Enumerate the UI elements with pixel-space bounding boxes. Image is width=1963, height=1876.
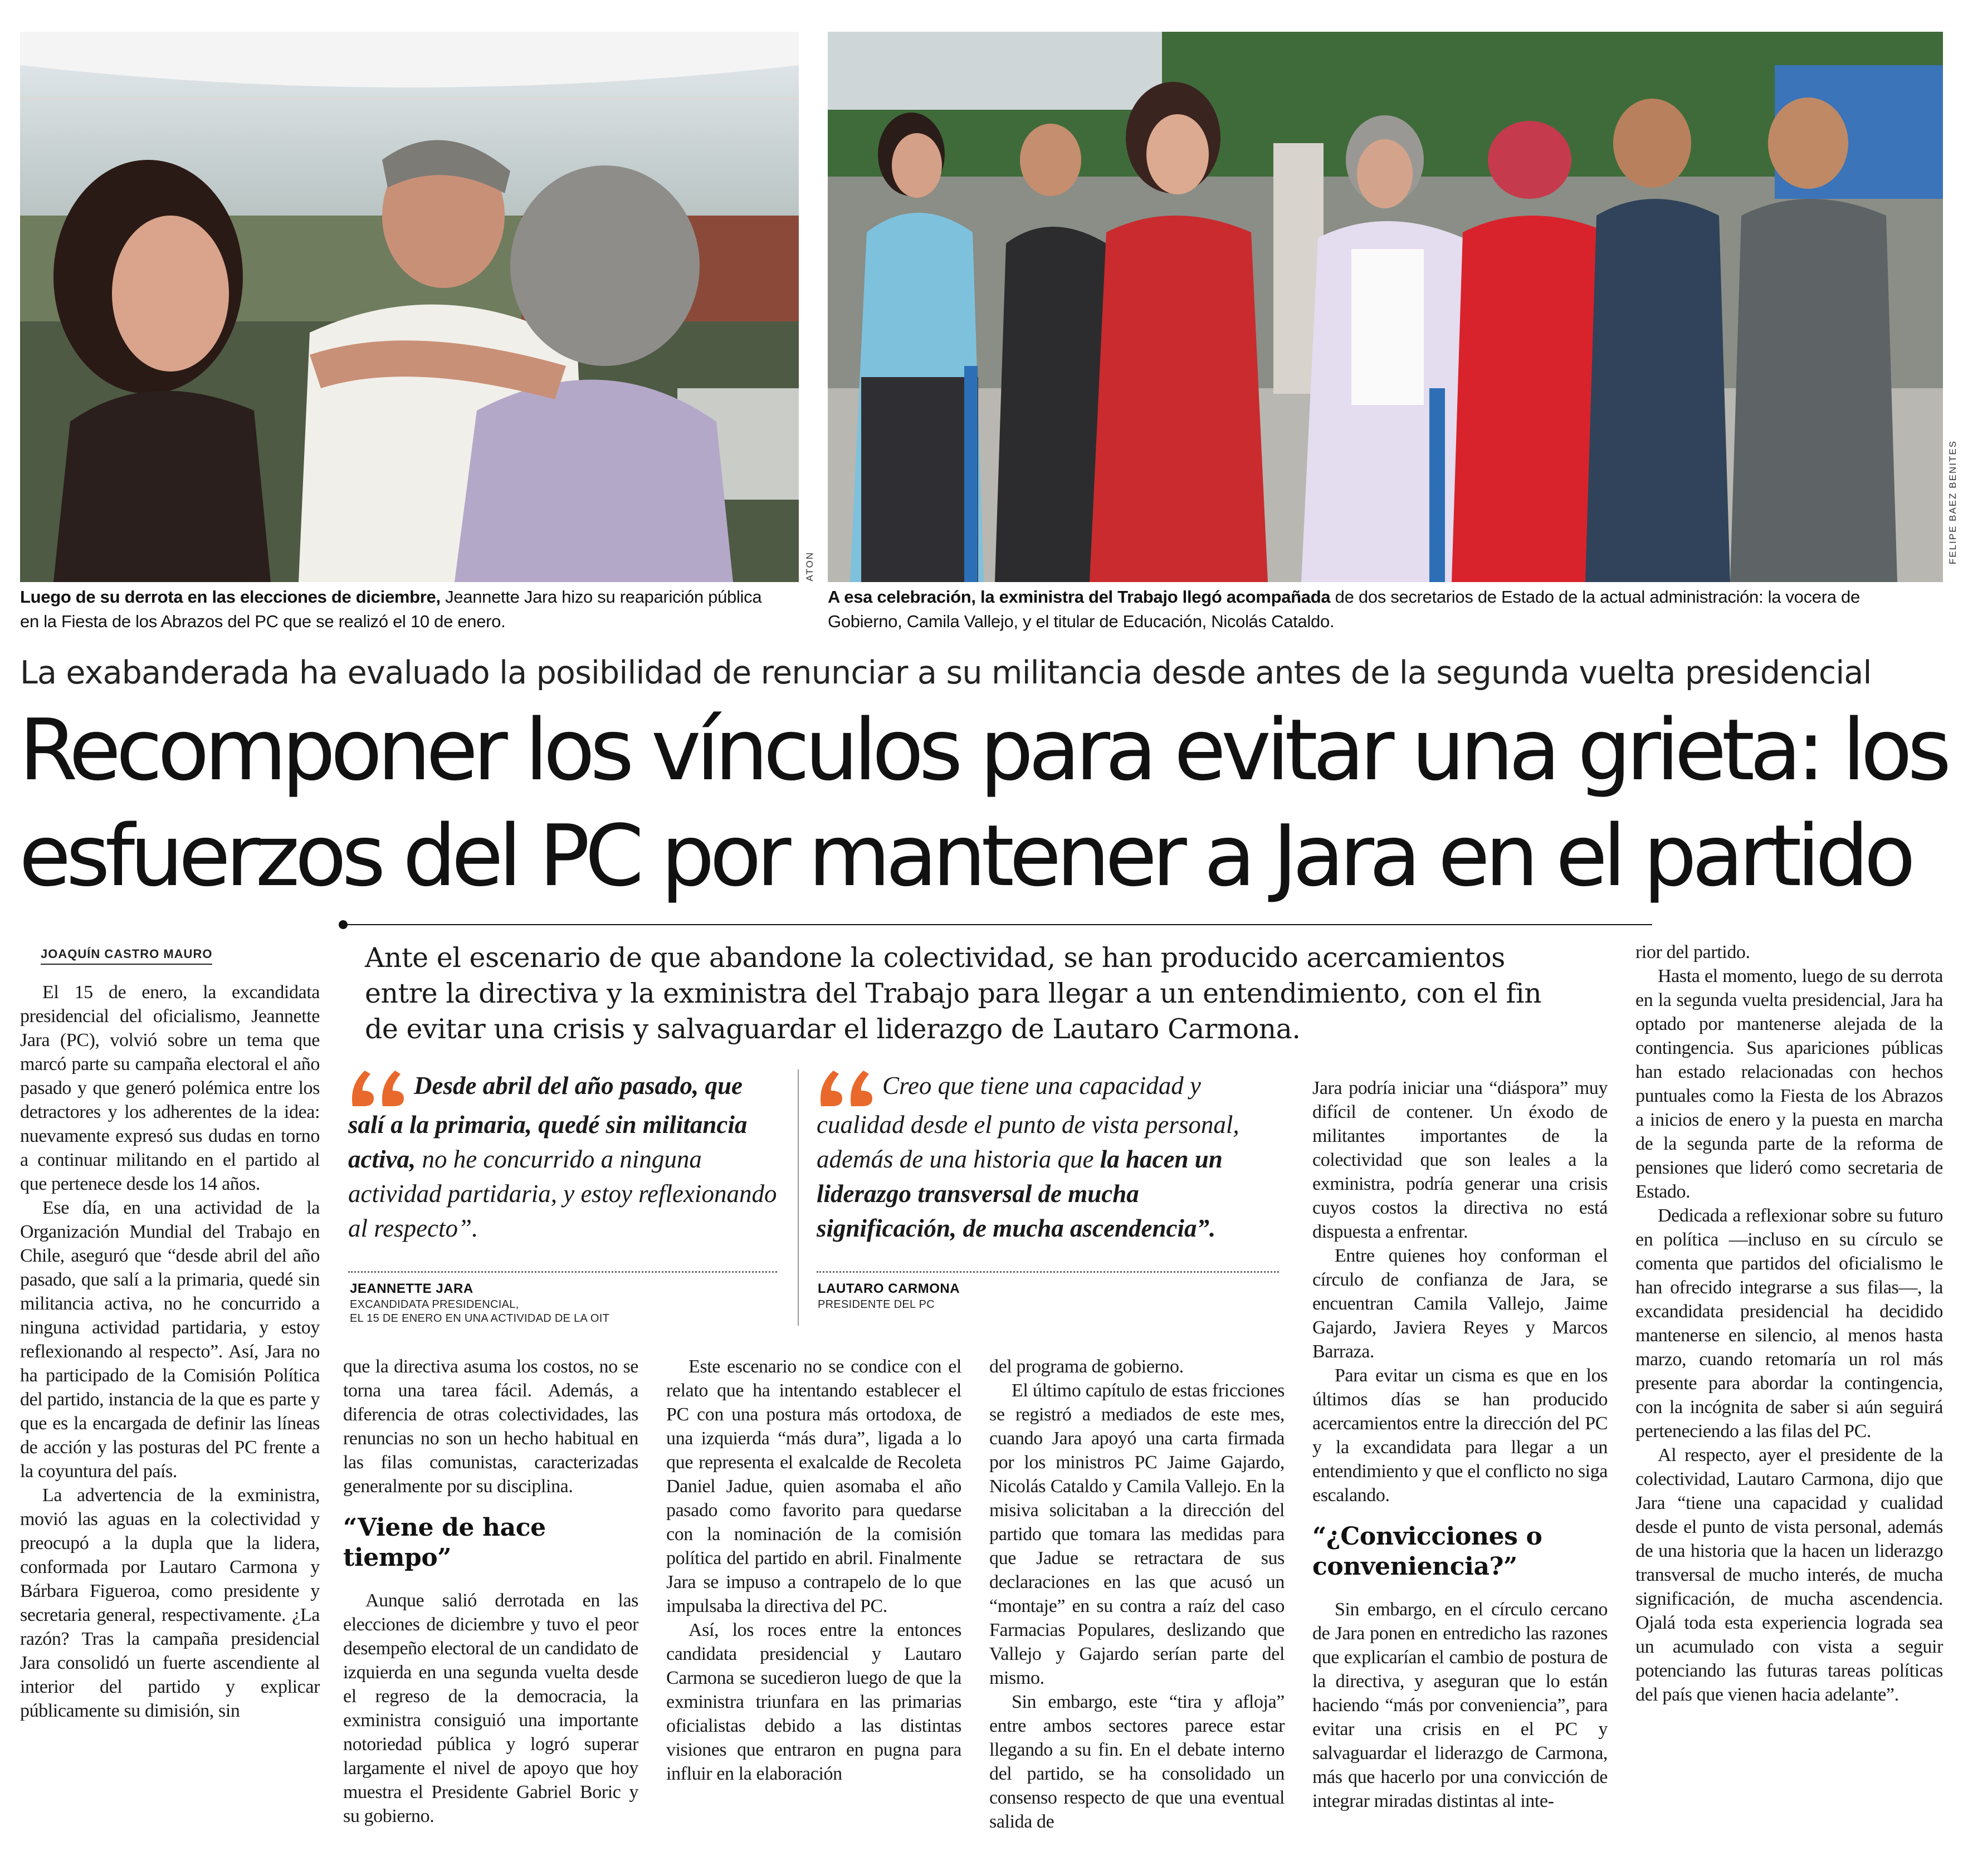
body-paragraph: Dedicada a reflexionar sobre su futuro en política —incluso en su círculo se comenta que partidos del oficialismo le han ofrecido integrarse a sus filas—, la excandidata presidencial ha decidido mantenerse en silencio, al menos hasta marzo, cuando retomaría un rol más presente para abordar la contingencia, con la incógnita de saber si aún seguirá perteneciendo a las filas del PC. — [1635, 1205, 1943, 1442]
quote-author-carmona: LAUTARO CARMONA — [818, 1281, 960, 1296]
kicker: La exabanderada ha evaluado la posibilidad de renunciar a su militancia desde antes de la segunda vuelta presidencial — [20, 654, 1872, 691]
body-paragraph: Jara podría iniciar una “diáspora” muy difícil de contener. Un éxodo de militantes importantes de la colectividad que son leales a la exministra, podría generar una crisis cuyos costos la directiva no está dispuesta a enfrentar. — [1312, 1078, 1608, 1242]
body-paragraph: La advertencia de la exministra, movió las aguas en la colectividad y preocupó a la dupla que la lidera, conformada por Lautaro Carmona y Bárbara Figueroa, como presidente y secretaria general, respectivamente. ¿La razón? Tras la campaña presidencial Jara consolidó un fuerte ascendiente al interior del partido y explicar públicamente su dimisión, sin — [20, 1485, 320, 1721]
pull-quote-carmona-bold: la hacen un liderazgo transversal de mucha significación, de mucha ascendencia”. — [817, 1145, 1223, 1242]
body-column-2 — [343, 1355, 638, 1828]
quote-separator-1 — [348, 1271, 777, 1273]
body-column-6 — [1635, 940, 1943, 1707]
body-column-5 — [1312, 1076, 1608, 1813]
body-column-4 — [989, 1355, 1285, 1834]
caption-right-lead: A esa celebración, la exministra del Trabajo llegó acompañada — [828, 587, 1331, 607]
body-paragraph: del programa de gobierno. — [989, 1356, 1184, 1377]
body-paragraph: Sin embargo, en el círculo cercano de Jara ponen en entredicho las razones que explicarían el cambio de postura de la directiva, y aseguran que lo están haciendo “más por conveniencia”, para evitar una crisis en el PC y salvaguardar el liderazgo de Carmona, más que hacerlo por una convicción de integrar miradas distintas al inte- — [1312, 1599, 1608, 1811]
photo-credit-right: FELIPE BAEZ BENITES — [1947, 440, 1958, 565]
body-paragraph: Este escenario no se condice con el relato que ha intentando establecer el PC con una postura más ortodoxa, de una izquierda “más dura”, ligada a lo que representa el exalcalde de Recoleta Daniel Jadue, quien asomaba el año pasado como favorito para quedarse con la nominación de la comisión política del partido en abril. Finalmente Jara se impuso a contrapelo de lo que impulsaba la directiva del PC. — [666, 1356, 961, 1616]
caption-left-text: Jeannette Jara hizo su reaparición pública — [440, 587, 762, 607]
caption-left-line2: en la Fiesta de los Abrazos del PC que se realizó el 10 de enero. — [20, 612, 506, 631]
body-column-1 — [20, 980, 320, 1723]
body-paragraph: que la directiva asuma los costos, no se torna una tarea fácil. Además, a diferencia de otras colectividades, las renuncias no son un hecho habitual en las filas comunistas, caracterizadas generalmente por su disciplina. — [343, 1356, 638, 1497]
caption-right-line2: Gobierno, Camila Vallejo, y el titular de Educación, Nicolás Cataldo. — [828, 612, 1335, 631]
body-paragraph: Ese día, en una actividad de la Organización Mundial del Trabajo en Chile, aseguró que “desde abril del año pasado, que salí a la primaria, quedé sin militancia activa, no he concurrido a ninguna actividad partidaria, y estoy reflexionando al respecto”. Así, Jara no ha participado de la Comisión Política del partido, instancia de la que es parte y que es la encargada de definir las líneas de acción y las posturas del PC frente a la coyuntura del país. — [20, 1198, 320, 1482]
caption-left — [20, 585, 800, 634]
rule-line — [343, 924, 1652, 925]
quote-mark-icon — [817, 1068, 878, 1107]
body-paragraph: El último capítulo de estas fricciones se registró a mediados de este mes, cuando Jara apoyó una carta firmada por los ministros PC Jaime Gajardo, Nicolás Cataldo y Camila Vallejo. En la misiva solicitaban a la dirección del partido que tomara las medidas para que Jadue se retractara de sus declaraciones en las que acusó un “montaje” en su contra a raíz del caso Farmacias Populares, deslizando que Vallejo y Gajardo serían parte del mismo. — [989, 1380, 1285, 1688]
headline-line-1: Recomponer los vínculos para evitar una grieta: los — [19, 701, 1947, 799]
body-paragraph: Para evitar un cisma es que en los últimos días se han producido acercamientos entre la dirección del PC y la excandidata para llegar a un entendimiento y que el conflicto no siga escalando. — [1312, 1365, 1608, 1506]
quote-separator-2 — [817, 1271, 1279, 1273]
pull-quote-carmona — [817, 1068, 1279, 1245]
deck-line-1: Ante el escenario de que abandone la colectividad, se han producido acercamientos — [365, 942, 1505, 974]
body-paragraph: Al respecto, ayer el presidente de la colectividad, Lautaro Carmona, dijo que Jara “tiene una capacidad y cualidad desde el punto de vista personal, además de una historia que la hacen un liderazgo transversal de mucho interés, de mucha significación, de mucha ascendencia. Ojalá toda esta experiencia lograda sea un acumulado con vista a seguir potenciando las futuras tareas políticas del país que vienen hacia adelante”. — [1635, 1445, 1943, 1705]
headline — [19, 697, 1957, 909]
headline-line-2: esfuerzos del PC por mantener a Jara en el partido — [19, 807, 1911, 905]
body-paragraph: El 15 de enero, la excandidata presidencial del oficialismo, Jeannette Jara (PC), volvió sobre un tema que marcó parte su campaña electoral el año pasado y que generó polémica entre los detractores y los adherentes de la idea: nuevamente expresó sus dudas en torno a continuar militando en el partido al que pertenece desde los 14 años. — [20, 982, 320, 1194]
quote-author-jara: JEANNETTE JARA — [350, 1281, 473, 1296]
subheading-viene-de-hace-tiempo: “Viene de hace tiempo” — [343, 1513, 546, 1572]
body-paragraph: rior del partido. — [1635, 942, 1750, 963]
deck — [365, 940, 1618, 1047]
quote-mark-icon — [348, 1068, 409, 1107]
caption-right — [828, 585, 1947, 634]
deck-line-3: de evitar una crisis y salvaguardar el liderazgo de Lautaro Carmona. — [365, 1013, 1301, 1045]
subheading-convicciones: “¿Convicciones o conveniencia?” — [1312, 1522, 1542, 1581]
byline: JOAQUÍN CASTRO MAURO — [41, 947, 212, 965]
quote-author-jara-role-1: EXCANDIDATA PRESIDENCIAL, — [350, 1298, 519, 1311]
caption-right-text: de dos secretarios de Estado de la actual administración: la vocera de — [1330, 587, 1860, 607]
body-paragraph: Sin embargo, este “tira y afloja” entre ambos sectores parece estar llegando a su fin. En el debate interno del partido, se ha consolidado un consenso respecto de que una eventual salida de — [989, 1692, 1285, 1832]
pull-quote-jara-text: no he concurrido a ninguna actividad partidaria, y estoy reflexionando al respecto”. — [348, 1145, 777, 1242]
body-paragraph: Entre quienes hoy conforman el círculo de confianza de Jara, se encuentran Camila Vallejo, Jaime Gajardo, Javiera Reyes y Marcos Barraza. — [1312, 1245, 1608, 1362]
quote-column-divider — [798, 1069, 799, 1326]
photo-left — [20, 32, 799, 582]
body-paragraph: Así, los roces entre la entonces candidata presidencial y Lautaro Carmona se sucedieron luego de que la exministra triunfara en las primarias oficialistas debido a las distintas visiones que entraron en pugna para influir en la elaboración — [666, 1620, 961, 1784]
pull-quote-carmona-text: Creo que tiene una capacidad y cualidad desde el punto de vista personal, además de una historia que — [817, 1072, 1239, 1173]
photo-right — [828, 32, 1943, 582]
body-column-3 — [666, 1355, 961, 1786]
body-paragraph: Hasta el momento, luego de su derrota en la segunda vuelta presidencial, Jara ha optado por mantenerse alejada de la contingencia. Sus apariciones públicas han estado relacionadas con hechos puntuales como la Fiesta de los Abrazos a inicios de enero y la puesta en marcha de la segunda parte de la reforma de pensiones que lideró como secretaria de Estado. — [1635, 966, 1943, 1202]
deck-line-2: entre la directiva y la exministra del Trabajo para llegar a un entendimiento, con el fin — [365, 978, 1542, 1009]
quote-author-jara-role-2: EL 15 DE ENERO EN UNA ACTIVIDAD DE LA OIT — [350, 1312, 610, 1325]
quote-author-carmona-role: PRESIDENTE DEL PC — [818, 1298, 935, 1311]
pull-quote-jara — [348, 1068, 777, 1245]
body-paragraph: Aunque salió derrotada en las elecciones de diciembre y tuvo el peor desempeño electoral de un candidato de izquierda en una segunda vuelta desde el regreso de la democracia, la exministra consiguió una importante notoriedad pública y logró superar largamente el nivel de apoyo que hoy muestra el Presidente Gabriel Boric y su gobierno. — [343, 1590, 638, 1826]
caption-left-lead: Luego de su derrota en las elecciones de diciembre, — [20, 587, 441, 607]
pull-quote-jara-bold: Desde abril del año pasado, que salí a la primaria, quedé sin militancia activa, — [348, 1072, 748, 1173]
photo-credit-left: ATON — [804, 551, 815, 582]
